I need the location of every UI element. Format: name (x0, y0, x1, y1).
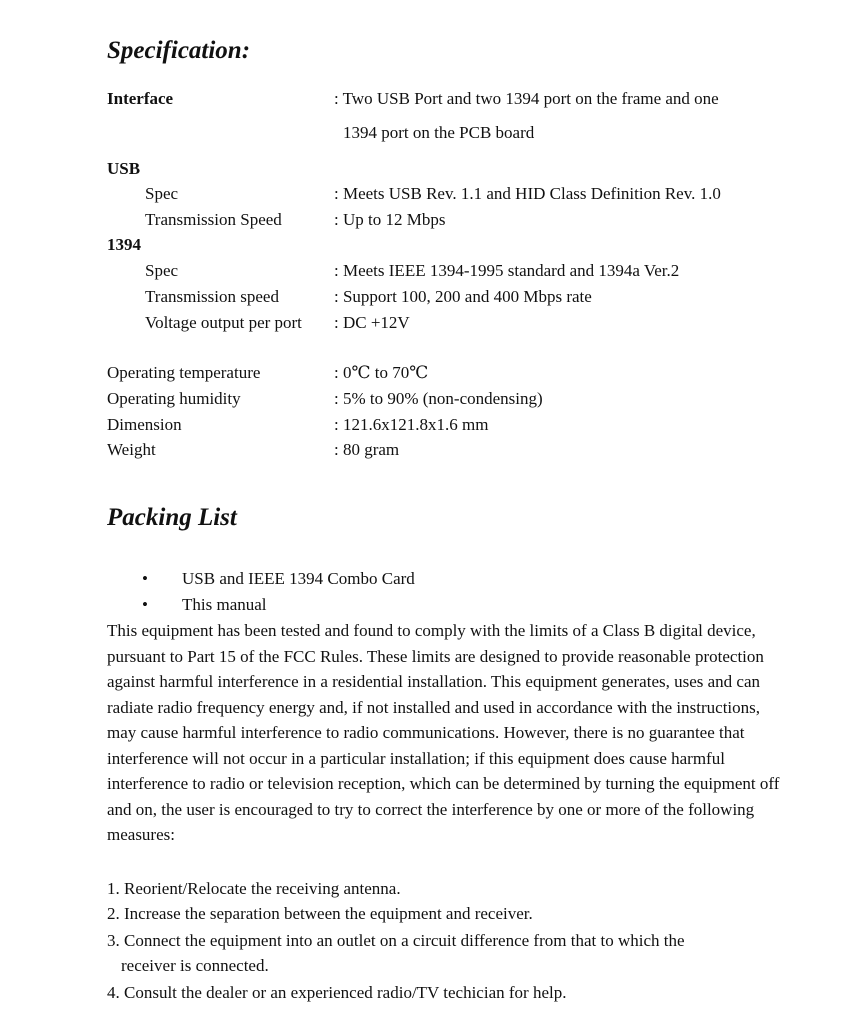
dimension-label: Dimension (107, 415, 182, 434)
interface-value-continued: 1394 port on the PCB board (343, 123, 535, 142)
operating-temperature-value: : 0℃ to 70℃ (334, 363, 429, 382)
weight-value: : 80 gram (334, 440, 400, 459)
usb-spec-label: Spec (145, 184, 179, 203)
fcc-statement: This equipment has been tested and found to comply with the limits of a Class B digital device, pursuant to Part 15 of the FCC Rules. These limits are designed to provide reasonable protection against harmful interference in a residential installation. This equipment generates, uses and can radiate radio frequency energy and, if not installed and used in accordance with the instructions, may cause harmful interference to radio communications. However, there is no guarantee that interference will not occur in a particular installation; if this equipment does cause harmful interference to radio or television reception, which can be determined by turning the equipment off and on, the user is encouraged to try to correct the interference by one or more of the following measures: (107, 621, 780, 844)
fcc-measure-3: 3. Connect the equipment into an outlet on a circuit difference from that to which the (107, 931, 685, 950)
fcc-measure-1: 1. Reorient/Relocate the receiving antenna. (107, 879, 401, 898)
interface-label: Interface (107, 89, 174, 108)
ieee1394-voltage-label: Voltage output per port (145, 313, 302, 332)
fcc-measure-3-continued: receiver is connected. (121, 956, 269, 975)
bullet-icon: • (142, 595, 148, 614)
list-item (0, 596, 865, 616)
interface-value: : Two USB Port and two 1394 port on the frame and one (334, 89, 719, 108)
list-item (0, 570, 865, 590)
ieee1394-speed-label: Transmission speed (145, 287, 279, 306)
packing-list-heading: Packing List (107, 504, 237, 531)
ieee1394-speed-value: : Support 100, 200 and 400 Mbps rate (334, 287, 592, 306)
weight-label: Weight (107, 440, 156, 459)
ieee1394-spec-label: Spec (145, 261, 179, 280)
dimension-value: : 121.6x121.8x1.6 mm (334, 415, 489, 434)
ieee1394-voltage-value: : DC +12V (334, 313, 410, 332)
ieee1394-label: 1394 (107, 235, 141, 254)
operating-humidity-label: Operating humidity (107, 389, 241, 408)
usb-speed-value: : Up to 12 Mbps (334, 210, 446, 229)
fcc-measure-2: 2. Increase the separation between the equipment and receiver. (107, 904, 533, 923)
packing-item-text: USB and IEEE 1394 Combo Card (182, 569, 415, 588)
operating-temperature-label: Operating temperature (107, 363, 261, 382)
ieee1394-spec-value: : Meets IEEE 1394-1995 standard and 1394a Ver.2 (334, 261, 680, 280)
bullet-icon: • (142, 569, 148, 588)
usb-speed-label: Transmission Speed (145, 210, 282, 229)
usb-label: USB (107, 159, 141, 178)
operating-humidity-value: : 5% to 90% (non-condensing) (334, 389, 543, 408)
fcc-measure-4: 4. Consult the dealer or an experienced radio/TV techician for help. (107, 983, 567, 1002)
packing-item-text: This manual (182, 595, 267, 614)
specification-heading: Specification: (107, 37, 251, 64)
usb-spec-value: : Meets USB Rev. 1.1 and HID Class Definition Rev. 1.0 (334, 184, 721, 203)
